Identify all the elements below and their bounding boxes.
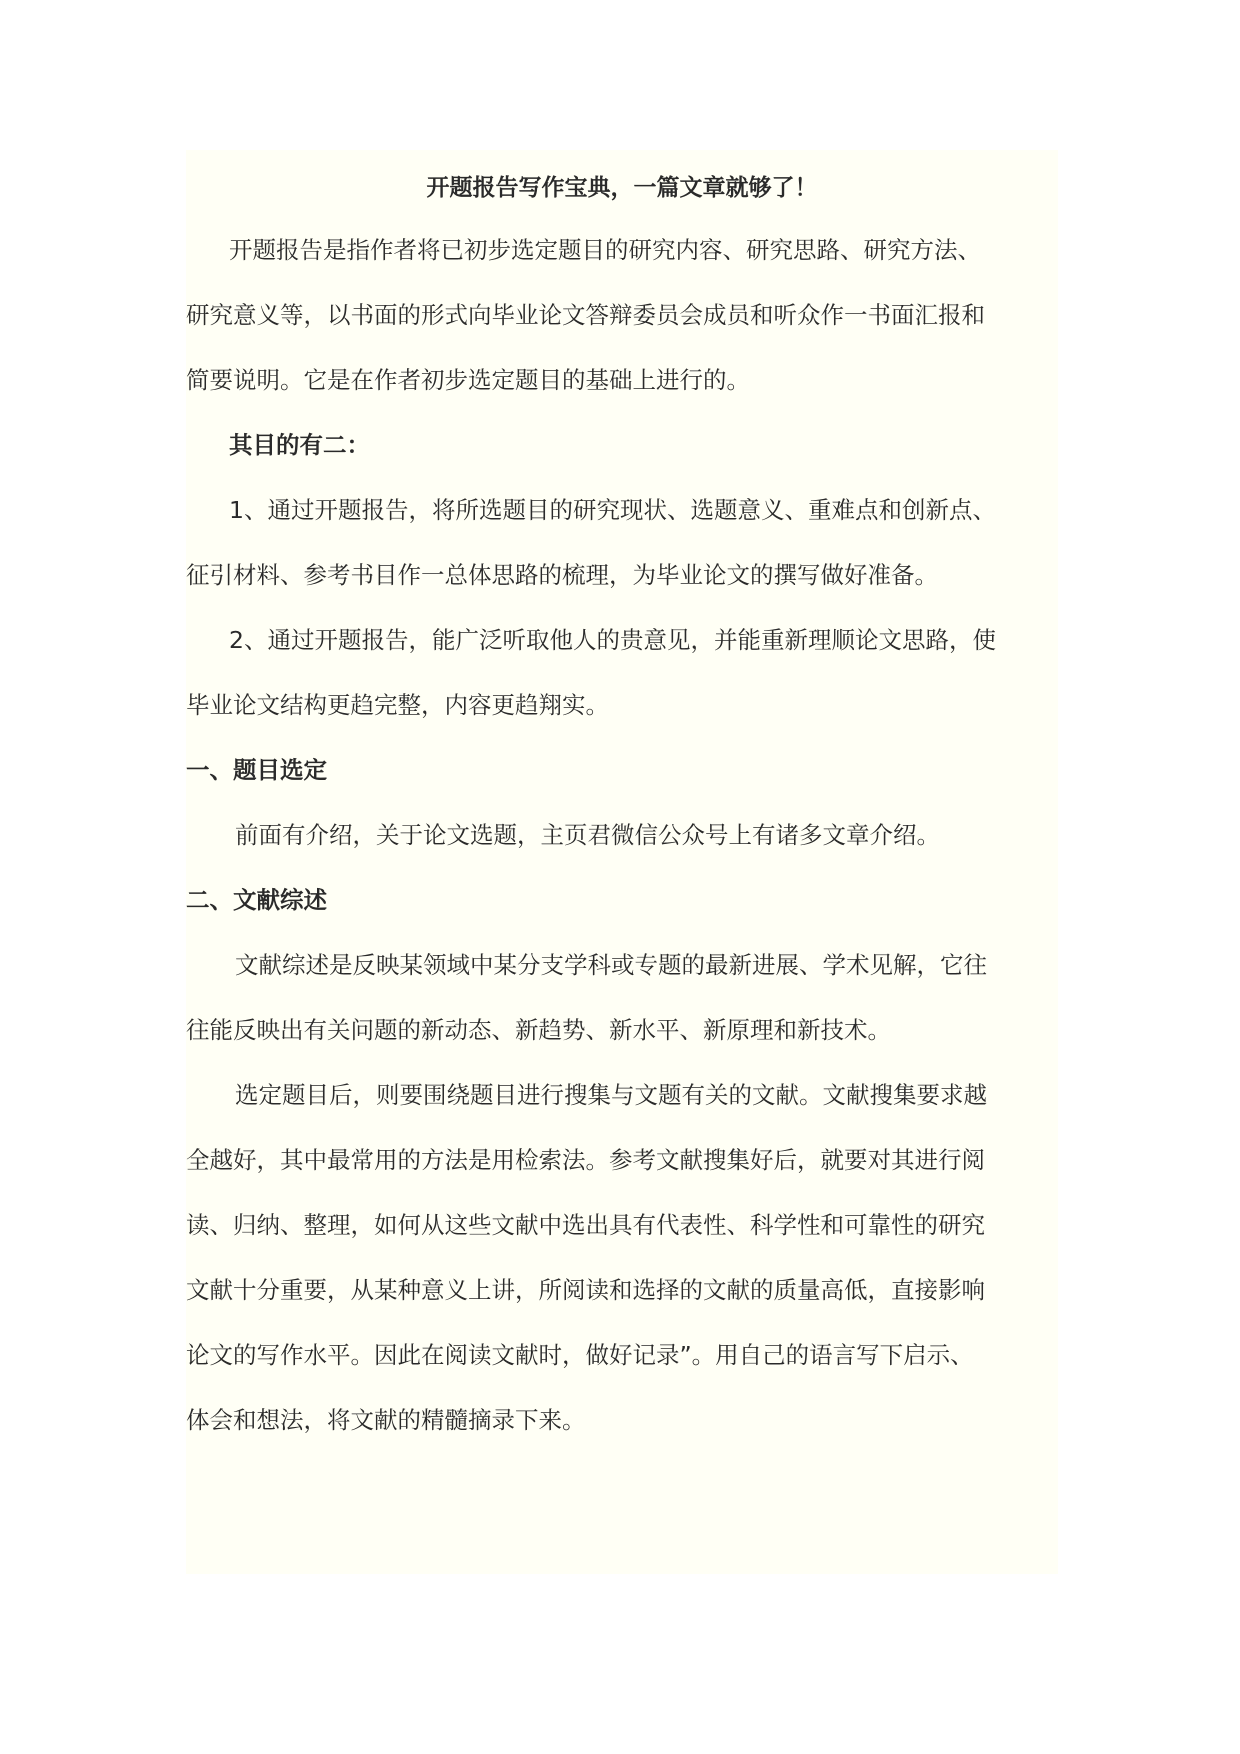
paragraph-line: 体会和想法，将文献的精髓摘录下来。	[186, 1406, 586, 1434]
paragraph-line: 论文的写作水平。因此在阅读文献时，做好记录”。用自己的语言写下启示、	[186, 1341, 974, 1369]
section-heading: 二、文献综述	[186, 886, 327, 914]
purpose-heading: 其目的有二：	[229, 431, 370, 459]
section-heading: 一、题目选定	[186, 756, 327, 784]
paragraph-line: 开题报告是指作者将已初步选定题目的研究内容、研究思路、研究方法、	[229, 236, 981, 264]
paragraph-line: 简要说明。它是在作者初步选定题目的基础上进行的。	[186, 366, 750, 394]
paragraph-line: 选定题目后，则要围绕题目进行搜集与文题有关的文献。文献搜集要求越	[235, 1081, 987, 1109]
paragraph-line: 1、通过开题报告，将所选题目的研究现状、选题意义、重难点和创新点、	[229, 496, 996, 524]
paragraph-line: 文献综述是反映某领域中某分支学科或专题的最新进展、学术见解，它往	[235, 951, 987, 979]
paragraph-line: 全越好，其中最常用的方法是用检索法。参考文献搜集好后，就要对其进行阅	[186, 1146, 985, 1174]
paragraph-line: 往能反映出有关问题的新动态、新趋势、新水平、新原理和新技术。	[186, 1016, 891, 1044]
paragraph-line: 研究意义等，以书面的形式向毕业论文答辩委员会成员和听众作一书面汇报和	[186, 301, 985, 329]
document-title: 开题报告写作宝典，一篇文章就够了！	[426, 175, 818, 201]
paragraph-line: 前面有介绍，关于论文选题，主页君微信公众号上有诸多文章介绍。	[235, 821, 940, 849]
document-page	[186, 150, 1058, 1574]
paragraph-line: 读、归纳、整理，如何从这些文献中选出具有代表性、科学性和可靠性的研究	[186, 1211, 985, 1239]
paragraph-line: 2、通过开题报告，能广泛听取他人的贵意见，并能重新理顺论文思路，使	[229, 626, 996, 654]
paragraph-line: 毕业论文结构更趋完整，内容更趋翔实。	[186, 691, 609, 719]
paragraph-line: 文献十分重要，从某种意义上讲，所阅读和选择的文献的质量高低，直接影响	[186, 1276, 985, 1304]
paragraph-line: 征引材料、参考书目作一总体思路的梳理，为毕业论文的撰写做好准备。	[186, 561, 938, 589]
